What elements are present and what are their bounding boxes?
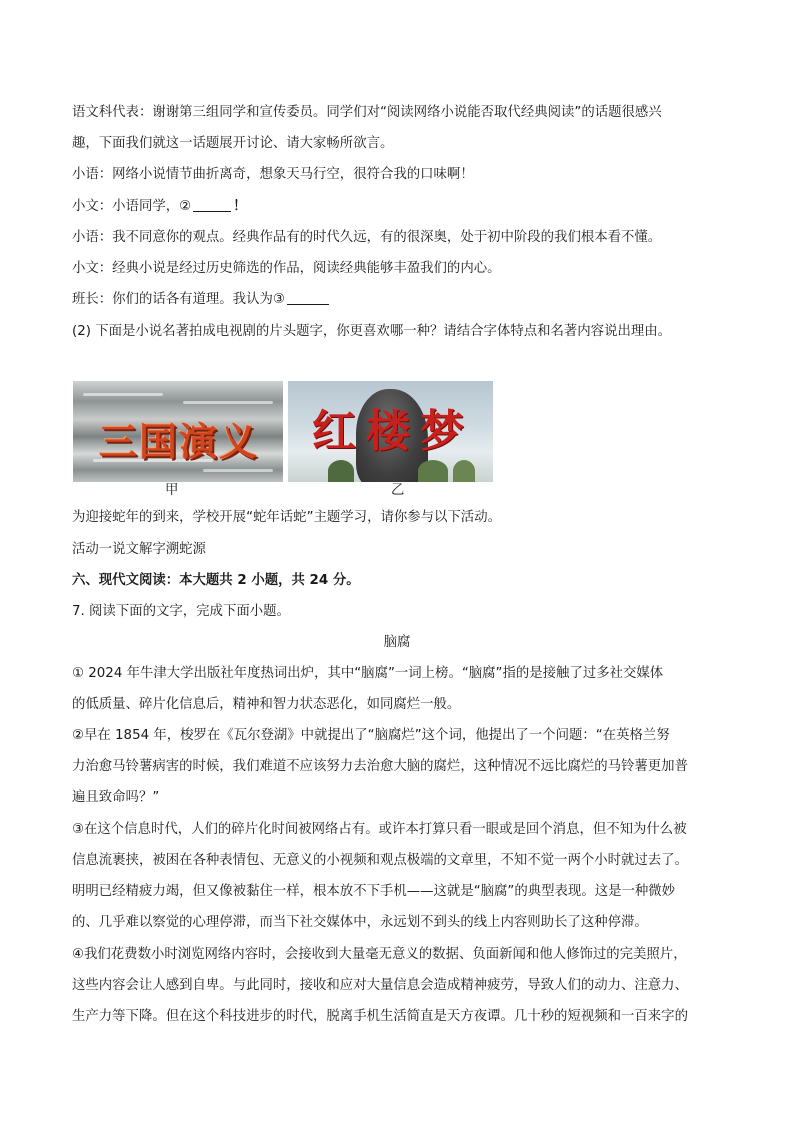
- dialogue-text: 我不同意你的观点。经典作品有的时代久远，有的很深奥，处于初中阶段的我们根本看不懂。: [112, 230, 662, 245]
- dialogue-text: 你们的话各有道理。我认为③: [112, 292, 285, 307]
- dialogue-line-6: 小文：经典小说是经过历史筛选的作品，阅读经典能够丰盈我们的内心。: [72, 261, 501, 276]
- article-line: 生产力等下降。但在这个科技进步的时代，脱离手机生活简直是天方夜谭。几十秒的短视频和一百来字的: [72, 1009, 688, 1024]
- dialogue-line-1: 语文科代表：谢谢第三组同学和宣传委员。同学们对“阅读网络小说能否取代经典阅读”的话题很感兴: [72, 105, 662, 120]
- speaker: 小语: [72, 230, 99, 245]
- dialogue-line-3: 小语：网络小说情节曲折离奇，想象天马行空，很符合我的口味啊！: [72, 167, 474, 182]
- article-line: ②早在 1854 年，梭罗在《瓦尔登湖》中就提出了“脑腐烂”这个词，他提出了一个问题：“在英格兰努: [72, 728, 670, 743]
- dialogue-text: 网络小说情节曲折离奇，想象天马行空，很符合我的口味啊！: [112, 167, 474, 182]
- dialogue-line-7: 班长：你们的话各有道理。我认为③: [72, 290, 722, 310]
- speaker: 班长: [72, 292, 99, 307]
- dialogue-text: 小语同学，②: [112, 199, 192, 214]
- dialogue-line-4: 小文：小语同学，② ！: [72, 199, 247, 214]
- article-line: ③在这个信息时代，人们的碎片化时间被网络占有。或许本打算只看一眼或是回个消息，但不知为什么被: [72, 822, 687, 837]
- title-calligraphy-yi: 红楼梦: [312, 406, 474, 457]
- article-line: 的低质量、碎片化信息后，精神和智力状态恶化，如同腐烂一般。: [72, 697, 461, 712]
- dialogue-line-2: [72, 134, 722, 154]
- article-title: 脑腐: [383, 635, 411, 650]
- dialogue-text: 趣，下面我们就这一话题展开讨论、请大家畅所欲言。: [72, 136, 394, 151]
- article-line: 的、几乎难以察觉的心理停滞，而当下社交媒体中，永远划不到头的线上内容则助长了这种停滞。: [72, 915, 648, 930]
- question-2: (2) 下面是小说名著拍成电视剧的片头题字，你更喜欢哪一种？请结合字体特点和名著内容说出理由。: [72, 324, 672, 339]
- speaker: 小文: [72, 199, 99, 214]
- speaker: 语文科代表: [72, 105, 139, 120]
- title-calligraphy-jia: 三国演义: [98, 419, 259, 464]
- question-7: 7. 阅读下面的文字，完成下面小题。: [72, 604, 290, 619]
- answer-blank-3[interactable]: [287, 290, 329, 305]
- article-line: 这些内容会让人感到自卑。与此同时，接收和应对大量信息会造成精神疲劳，导致人们的动力、注意力、: [72, 978, 688, 993]
- exclaim: ！: [233, 199, 247, 214]
- dialogue-text: 经典小说是经过历史筛选的作品，阅读经典能够丰盈我们的内心。: [112, 261, 501, 276]
- dialogue-line-5: 小语：我不同意你的观点。经典作品有的时代久远，有的很深奥，处于初中阶段的我们根本看不懂。: [72, 230, 662, 245]
- speaker: 小文: [72, 261, 99, 276]
- speaker: 小语: [72, 167, 99, 182]
- article-line: 遍且致命吗？”: [72, 790, 160, 805]
- title-image-yi: [288, 381, 493, 482]
- article-line: 力治愈马铃薯病害的时候，我们难道不应该努力去治愈大脑的腐烂，这种情况不远比腐烂的马铃薯更加普: [72, 759, 688, 774]
- dialogue-text: 谢谢第三组同学和宣传委员。同学们对“阅读网络小说能否取代经典阅读”的话题很感兴: [152, 105, 662, 120]
- article-line: ④我们花费数小时浏览网络内容时，会接收到大量毫无意义的数据、负面新闻和他人修饰过的完美照片，: [72, 947, 687, 962]
- article-line: ① 2024 年牛津大学出版社年度热词出炉，其中“脑腐”一词上榜。“脑腐”指的是接触了过多社交媒体: [72, 666, 664, 681]
- activity-intro: 为迎接蛇年的到来，学校开展“蛇年话蛇”主题学习，请你参与以下活动。: [72, 510, 501, 525]
- answer-blank-2[interactable]: [193, 197, 231, 212]
- title-image-jia: [73, 381, 283, 482]
- caption-yi: 乙: [391, 483, 405, 498]
- section-header: 六、现代文阅读：本大题共 2 小题，共 24 分。: [72, 573, 360, 588]
- caption-jia: 甲: [165, 483, 179, 498]
- article-line: 信息流裹挟，被困在各种表情包、无意义的小视频和观点极端的文章里，不知不觉一两个小时就过去了。: [72, 853, 688, 868]
- article-line: 明明已经精疲力竭，但又像被黏住一样，根本放不下手机——这就是“脑腐”的典型表现。这是一种微妙: [72, 884, 676, 899]
- activity-one: 活动一说文解字溯蛇源: [72, 542, 206, 557]
